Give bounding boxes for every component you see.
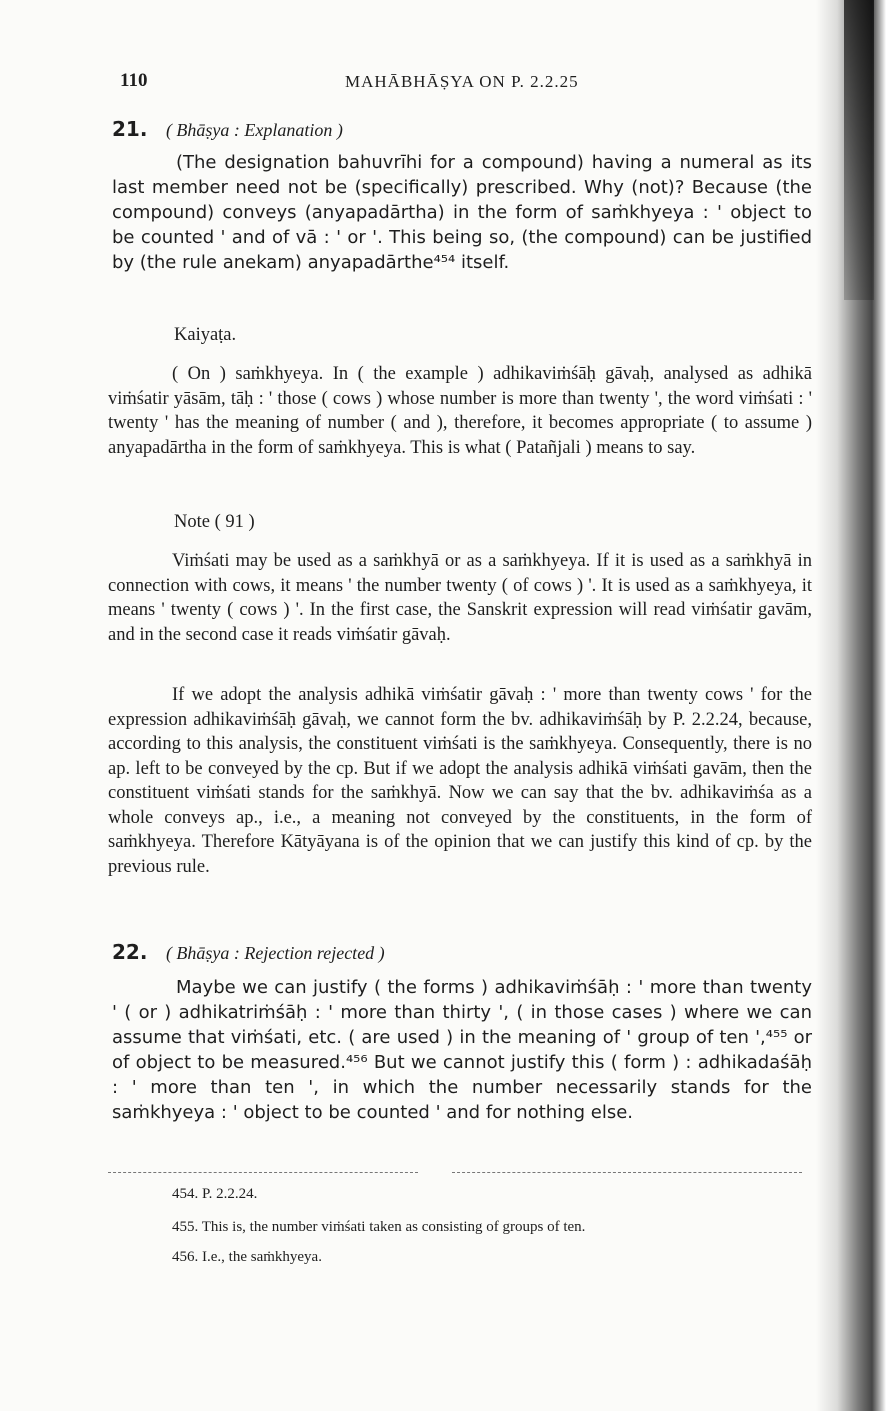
footnote-455: 455. This is, the number viṁśati taken as consisting of groups of ten. [172, 1219, 586, 1235]
section-number: 22. [112, 940, 148, 964]
section-21-heading [112, 117, 343, 141]
page-header [110, 70, 810, 100]
footnote-454: 454. P. 2.2.24. [172, 1186, 258, 1202]
note-paragraph-1: Viṁśati may be used as a saṁkhyā or as a saṁkhyeya. If it is used as a saṁkhyā in connection with cows, it means ' the number twenty ( of cows ) '. It is used as a saṁkhyeya, it means ' twenty ( cows ) '. In the first case, the Sanskrit expression will read viṁśatir gavām, and in the second case it reads viṁśatir gāvaḥ. [108, 551, 812, 645]
running-title: MAHĀBHĀṢYA ON P. 2.2.25 [345, 72, 579, 91]
section-21-bhasya: (The designation bahuvrīhi for a compound) having a numeral as its last member need not be (specifically) prescribed. Why (not)? Because (the compound) conveys (anyapadārtha) in the form of saṁkhyeya : ' object to be counted ' and of vā : ' or '. This being so, (the compound) can be justified by (the rule anekam) anyapadārthe⁴⁵⁴ itself. [112, 152, 812, 273]
note-paragraph-2: If we adopt the analysis adhikā viṁśatir gāvaḥ : ' more than twenty cows ' for the expression adhikaviṁśāḥ gāvaḥ, we cannot form the bv. adhikaviṁśāḥ by P. 2.2.24, because, according to this analysis, the constituent viṁśati is the saṁkhyeya. Consequently, there is no ap. left to be conveyed by the cp. But if we adopt the analysis adhikā viṁśati gavām, then the constituent viṁśati stands for the saṁkhyā. Now we can say that the bv. adhikaviṁśa as a whole conveys ap., i.e., a meaning not conveyed by the constituents, in the form of saṁkhyeya. Therefore Kātyāyana is of the opinion that we can justify this kind of cp. by the previous rule. [108, 685, 812, 877]
footnote-456: 456. I.e., the saṁkhyeya. [172, 1249, 322, 1265]
section-label: ( Bhāṣya : Explanation ) [165, 120, 343, 140]
section-22-bhasya: Maybe we can justify ( the forms ) adhikaviṁśāḥ : ' more than twenty ' ( or ) adhikatriṁśāḥ : ' more than thirty ', ( in those cases ) where we can assume that viṁśati, etc. ( are used ) in the meaning of ' group of ten ',⁴⁵⁵ or of object to be measured.⁴⁵⁶ But we cannot justify this ( form ) : adhikadaśāḥ : ' more than ten ', in which the number necessarily stands for the saṁkhyeya : ' object to be counted ' and for nothing else. [112, 977, 812, 1123]
kaiyata-text: ( On ) saṁkhyeya. In ( the example ) adhikaviṁśāḥ gāvaḥ, analysed as adhikā viṁśatir yāsām, tāḥ : ' those ( cows ) whose number is more than twenty ', the word viṁśati : ' twenty ' has the meaning of number ( and ), therefore, it becomes appropriate ( to assume ) anyapadārtha in the form of saṁkhyeya. This is what ( Patañjali ) means to say. [108, 364, 812, 458]
note-heading: Note ( 91 ) [174, 512, 255, 532]
footnote-rule-left [108, 1172, 418, 1173]
section-label: ( Bhāṣya : Rejection rejected ) [165, 943, 385, 963]
kaiyata-heading: Kaiyaṭa. [174, 325, 237, 345]
page-number: 110 [120, 70, 148, 91]
section-number: 21. [112, 117, 148, 141]
book-spine-edge [844, 0, 874, 300]
section-22-heading [112, 940, 385, 964]
footnote-rule-right [452, 1172, 802, 1173]
